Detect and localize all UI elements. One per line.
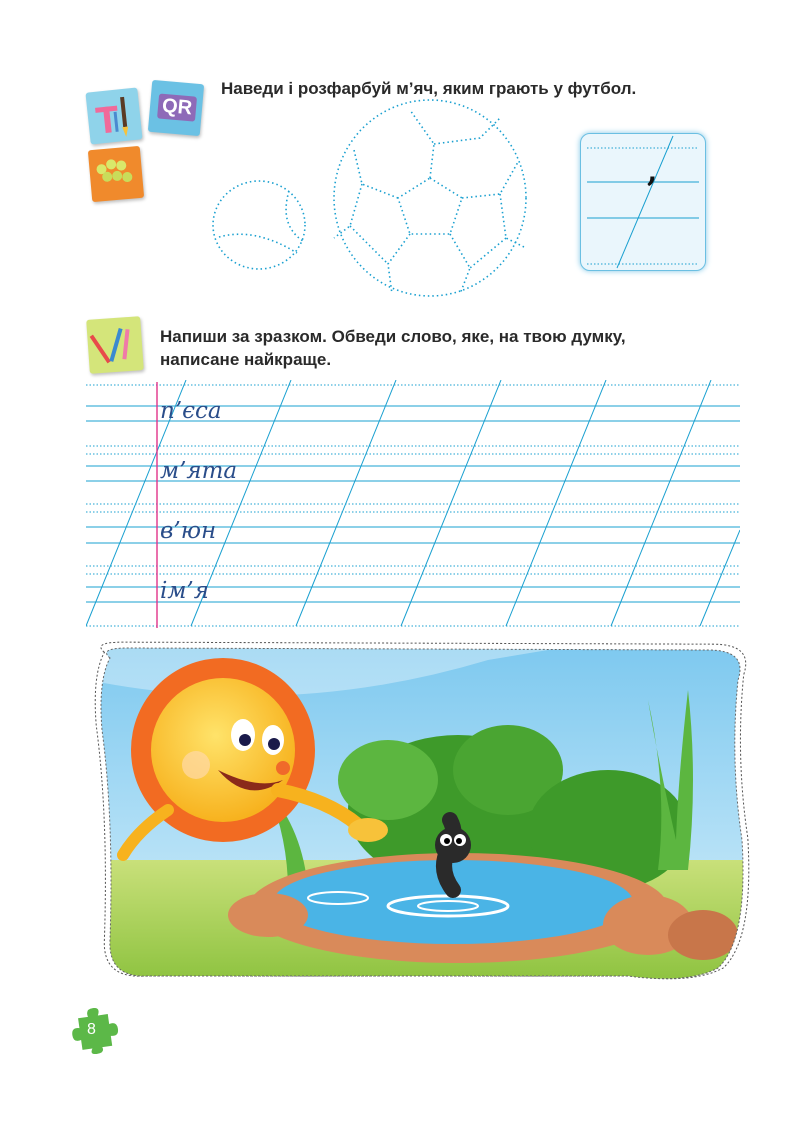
- task2-instruction-line2: написане найкраще.: [160, 350, 332, 369]
- qr-note[interactable]: [148, 80, 204, 136]
- word-sample-1: п’єса: [160, 398, 222, 424]
- sample-ruling: [581, 134, 705, 270]
- word-sample-3: в’юн: [160, 518, 217, 544]
- paint-brush-icon: [85, 87, 142, 144]
- page-number: 8: [87, 1021, 96, 1038]
- paints-note: [85, 87, 142, 144]
- counting-beads-icon: [88, 146, 144, 202]
- task2-instruction-line1: Напиши за зразком. Обведи слово, яке, на твою думку,: [160, 327, 626, 346]
- task1-instruction: Наведи і розфарбуй м’яч, яким грають у футбол.: [221, 79, 637, 98]
- sample-letter: ,: [647, 154, 658, 189]
- pencils-icon: [86, 316, 144, 374]
- qr-label: QR: [157, 93, 197, 121]
- beads-note: [88, 146, 144, 202]
- word-sample-4: ім’я: [160, 578, 209, 604]
- pencils-note: [86, 316, 144, 374]
- letter-sample-box: [580, 133, 706, 271]
- soccer-ball-outline[interactable]: [330, 98, 535, 303]
- pond-illustration: [88, 640, 754, 985]
- word-sample-2: м’ята: [160, 458, 238, 484]
- small-ball-outline[interactable]: [205, 175, 315, 275]
